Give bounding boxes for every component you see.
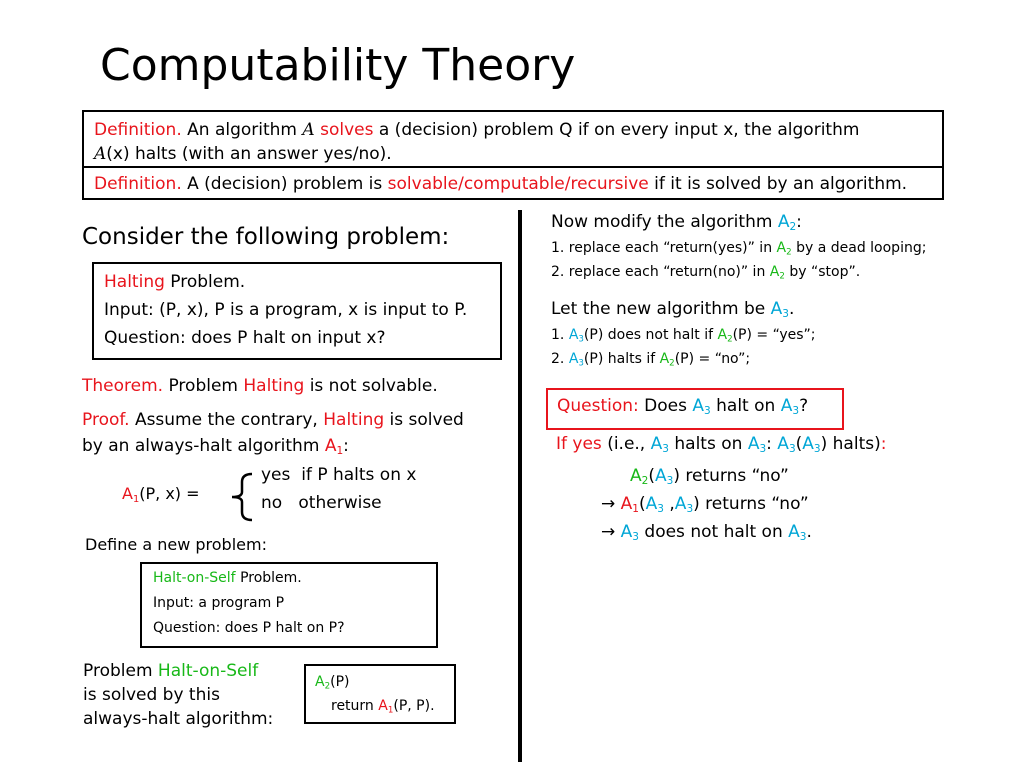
definition-box-solvable	[82, 166, 944, 200]
colon: :	[343, 436, 349, 456]
text: Let the new algorithm be	[551, 299, 766, 319]
algorithm-a3: $A_3$	[692, 396, 711, 418]
text: Does	[644, 396, 687, 416]
a2-header	[315, 674, 349, 690]
halting-problem-title	[104, 272, 245, 292]
proof-line-2	[82, 436, 349, 456]
hos-input: Input: a program P	[153, 595, 285, 611]
halting-name: Halting	[243, 376, 305, 396]
term-solves: solves	[320, 120, 374, 140]
text: 2. replace each “return(no)” in	[551, 264, 766, 280]
definition-line	[94, 172, 907, 196]
proof-label: Proof.	[82, 410, 130, 430]
theorem-line	[82, 376, 438, 396]
colon: :	[796, 212, 802, 232]
term-solvable: solvable/computable/recursive	[387, 174, 649, 194]
text: ) returns “no”	[673, 466, 789, 486]
definition-label: Definition.	[94, 120, 182, 140]
modify-step-1	[551, 240, 926, 256]
proof-line-1	[82, 410, 464, 430]
case-condition: if P halts on x	[301, 465, 417, 485]
text: does not halt on	[644, 522, 783, 542]
a1-args: (P, x) =	[139, 484, 200, 503]
definition-line-1	[94, 118, 859, 142]
arrow-icon: →	[601, 494, 616, 514]
text: (	[639, 494, 646, 514]
hos-title	[153, 570, 302, 586]
algorithm-a2: $A_2$	[659, 351, 675, 369]
algorithm-a3: $A_3$	[802, 434, 821, 456]
theorem-text: Problem	[168, 376, 238, 396]
theorem-text: is not solvable.	[309, 376, 438, 396]
algorithm-a1: $A_1$	[324, 436, 344, 458]
text: (P) does not halt if	[583, 327, 714, 343]
text: (i.e.,	[607, 434, 646, 454]
text: (	[648, 466, 655, 486]
algorithm-a1: $A_1$	[122, 484, 140, 505]
halt-on-self-box	[140, 562, 438, 648]
text: 2.	[551, 351, 565, 367]
text: Now modify the algorithm	[551, 212, 773, 232]
a1-case-yes	[261, 465, 416, 485]
problem-suffix: Problem.	[240, 570, 302, 586]
algorithm-a2: $A_2$	[630, 466, 649, 488]
halt-on-self-name: Halt-on-Self	[153, 570, 236, 586]
definition-text: a (decision) problem Q if on every input x, the algorithm	[378, 120, 860, 140]
question-text	[557, 396, 808, 416]
algorithm-a3: $A_3$	[568, 327, 584, 345]
halting-name: Halting	[104, 272, 165, 292]
vertical-divider	[518, 210, 522, 762]
problem-hos-line-3: always-halt algorithm:	[83, 709, 274, 729]
algorithm-a2: $A_2$	[315, 674, 331, 692]
definition-label: Definition.	[94, 174, 182, 194]
let-heading	[551, 299, 794, 319]
left-brace-icon	[226, 472, 256, 522]
text: by a dead looping;	[796, 240, 927, 256]
a2-return-line	[331, 698, 435, 714]
text: halt on	[716, 396, 776, 416]
definition-line-2	[94, 142, 392, 166]
algorithm-a3: $A_3$	[780, 396, 800, 418]
halting-input: Input: (P, x), P is a program, x is input to P.	[104, 300, 468, 320]
period: .	[789, 299, 795, 319]
algorithm-a3: $A_3$	[674, 494, 694, 516]
text: (	[795, 434, 803, 454]
algorithm-a3: $A_3$	[568, 351, 584, 369]
text: ) halts)	[820, 434, 881, 454]
halt-on-self-name: Halt-on-Self	[157, 661, 259, 681]
a1-case-no	[261, 493, 382, 513]
algorithm-a3: $A_3$	[747, 434, 767, 456]
definition-text: A (decision) problem is	[187, 174, 383, 194]
a2-arg: (P)	[330, 674, 350, 690]
algorithm-a2: $A_2$	[776, 240, 792, 258]
algorithm-a1: $A_1$	[378, 698, 394, 716]
colon: :	[880, 434, 887, 454]
text: Problem	[83, 661, 153, 681]
question-label: Question:	[557, 396, 639, 416]
text: (P) = “yes”;	[732, 327, 816, 343]
proof-text: Assume the contrary,	[134, 410, 318, 430]
case-value: yes	[261, 465, 291, 485]
algorithm-a2: $A_2$	[777, 212, 797, 234]
algorithm-a3: $A_3$	[788, 522, 807, 544]
algorithm-a3: $A_3$	[770, 299, 789, 321]
text: 1.	[551, 327, 565, 343]
a1-function-label	[122, 484, 200, 503]
proof-text: is solved	[389, 410, 464, 430]
case-value: no	[261, 493, 283, 513]
algorithm-a2: $A_2$	[717, 327, 733, 345]
algorithm-a3: $A_3$	[650, 434, 669, 456]
proof-text: by an always-halt algorithm	[82, 436, 320, 456]
case-condition: otherwise	[298, 493, 382, 513]
definition-box-solves	[82, 110, 944, 168]
definition-text: (x) halts (with an answer yes/no).	[106, 144, 392, 164]
return-keyword: return	[331, 698, 374, 714]
consider-heading: Consider the following problem:	[82, 224, 450, 250]
algorithm-a3: $A_3$	[654, 466, 674, 488]
definition-text: An algorithm	[187, 120, 297, 140]
algorithm-a3: $A_3$	[777, 434, 796, 456]
text: by “stop”.	[789, 264, 861, 280]
problem-hos-line-2: is solved by this	[83, 685, 220, 705]
text: ,	[669, 494, 675, 514]
halting-problem-box	[92, 262, 502, 360]
text: (P) halts if	[583, 351, 656, 367]
text: ) returns “no”	[693, 494, 809, 514]
algorithm-a3: $A_3$	[620, 522, 639, 544]
return-args: (P, P).	[393, 698, 435, 714]
text: :	[766, 434, 772, 454]
algorithm-symbol: A	[94, 144, 107, 164]
text: halts on	[674, 434, 743, 454]
theorem-label: Theorem.	[82, 376, 164, 396]
halting-name: Halting	[323, 410, 385, 430]
algorithm-a2: $A_2$	[769, 264, 785, 282]
slide-title: Computability Theory	[100, 40, 576, 91]
question-mark: ?	[799, 396, 809, 416]
problem-hos-line-1	[83, 661, 258, 681]
problem-suffix: Problem.	[170, 272, 246, 292]
period: .	[806, 522, 812, 542]
hos-question: Question: does P halt on P?	[153, 620, 345, 636]
step-1	[630, 466, 789, 486]
arrow-icon: →	[601, 522, 616, 542]
if-yes-label: If yes	[556, 434, 602, 454]
algorithm-a3: $A_3$	[645, 494, 664, 516]
let-line-2	[551, 351, 750, 367]
if-yes-line	[556, 434, 886, 454]
halting-question: Question: does P halt on input x?	[104, 328, 386, 348]
let-line-1	[551, 327, 816, 343]
define-new-problem: Define a new problem:	[85, 535, 267, 554]
algorithm-a2-box	[304, 664, 456, 724]
text: 1. replace each “return(yes)” in	[551, 240, 773, 256]
step-2	[601, 494, 809, 514]
text: (P) = “no”;	[674, 351, 751, 367]
algorithm-symbol: A	[302, 120, 315, 140]
algorithm-a1: $A_1$	[620, 494, 639, 516]
modify-heading	[551, 212, 802, 232]
definition-text: if it is solved by an algorithm.	[654, 174, 908, 194]
modify-step-2	[551, 264, 860, 280]
step-3	[601, 522, 812, 542]
